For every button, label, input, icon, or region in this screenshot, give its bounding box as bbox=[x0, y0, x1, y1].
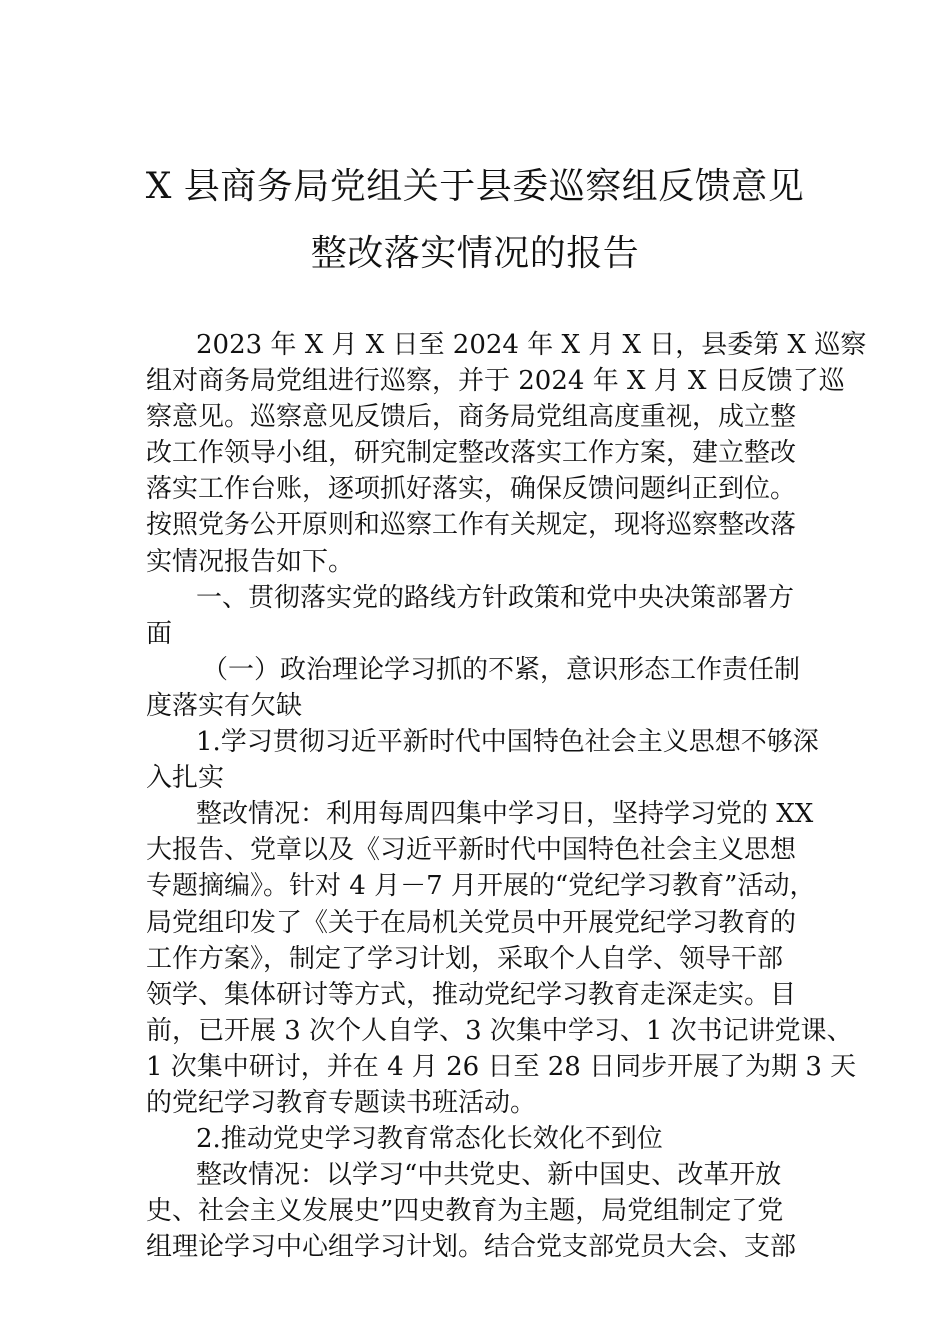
section-heading-line: 一、贯彻落实党的路线方针政策和党中央决策部署方 bbox=[196, 582, 795, 613]
document-body bbox=[146, 327, 867, 1265]
paragraph-line: 改工作领导小组，研究制定整改落实工作方案，建立整改 bbox=[146, 438, 797, 469]
subsection-heading-line: （一）政治理论学习抓的不紧，意识形态工作责任制 bbox=[202, 654, 801, 685]
paragraph-line: 局党组印发了《关于在局机关党员中开展党纪学习教育的 bbox=[146, 907, 797, 938]
paragraph-line: 前，已开展 3 次个人自学、3 次集中学习、1 次书记讲党课、 bbox=[146, 1015, 853, 1046]
paragraph-line: 2023 年 X 月 X 日至 2024 年 X 月 X 日，县委第 X 巡察 bbox=[196, 330, 867, 360]
item-heading-line: 2.推动党史学习教育常态化长效化不到位 bbox=[196, 1124, 663, 1155]
paragraph-line: 大报告、党章以及《习近平新时代中国特色社会主义思想 bbox=[146, 835, 797, 866]
document-title-line-1: X 县商务局党组关于县委巡察组反馈意见 bbox=[145, 166, 805, 207]
paragraph-line: 整改情况：以学习“中共党史、新中国史、改革开放 bbox=[196, 1160, 782, 1191]
paragraph-line: 的党纪学习教育专题读书班活动。 bbox=[146, 1087, 537, 1118]
paragraph-line: 按照党务公开原则和巡察工作有关规定，现将巡察整改落 bbox=[146, 510, 797, 541]
paragraph-line: 察意见。巡察意见反馈后，商务局党组高度重视，成立整 bbox=[146, 402, 797, 433]
item-heading-line: 1.学习贯彻习近平新时代中国特色社会主义思想不够深 bbox=[196, 727, 819, 758]
section-heading-line: 面 bbox=[146, 618, 173, 649]
paragraph-line: 专题摘编》。针对 4 月－7 月开展的“党纪学习教育”活动， bbox=[146, 871, 816, 902]
paragraph-line: 落实工作台账，逐项抓好落实，确保反馈问题纠正到位。 bbox=[146, 474, 797, 505]
paragraph-line: 组理论学习中心组学习计划。结合党支部党员大会、支部 bbox=[146, 1232, 797, 1263]
paragraph-line: 史、社会主义发展史”四史教育为主题，局党组制定了党 bbox=[146, 1196, 784, 1227]
paragraph-line: 领学、集体研讨等方式，推动党纪学习教育走深走实。目 bbox=[146, 979, 797, 1010]
paragraph-line: 组对商务局党组进行巡察，并于 2024 年 X 月 X 日反馈了巡 bbox=[146, 366, 845, 397]
document-title-line-2: 整改落实情况的报告 bbox=[310, 233, 640, 274]
paragraph-line: 1 次集中研讨，并在 4 月 26 日至 28 日同步开展了为期 3 天 bbox=[146, 1051, 857, 1082]
paragraph-line: 实情况报告如下。 bbox=[146, 546, 355, 577]
subsection-heading-line: 度落实有欠缺 bbox=[146, 690, 303, 721]
paragraph-line: 工作方案》，制定了学习计划，采取个人自学、领导干部 bbox=[146, 943, 784, 974]
paragraph-line: 整改情况：利用每周四集中学习日，坚持学习党的 XX bbox=[196, 799, 814, 830]
item-heading-line: 入扎实 bbox=[146, 763, 225, 794]
